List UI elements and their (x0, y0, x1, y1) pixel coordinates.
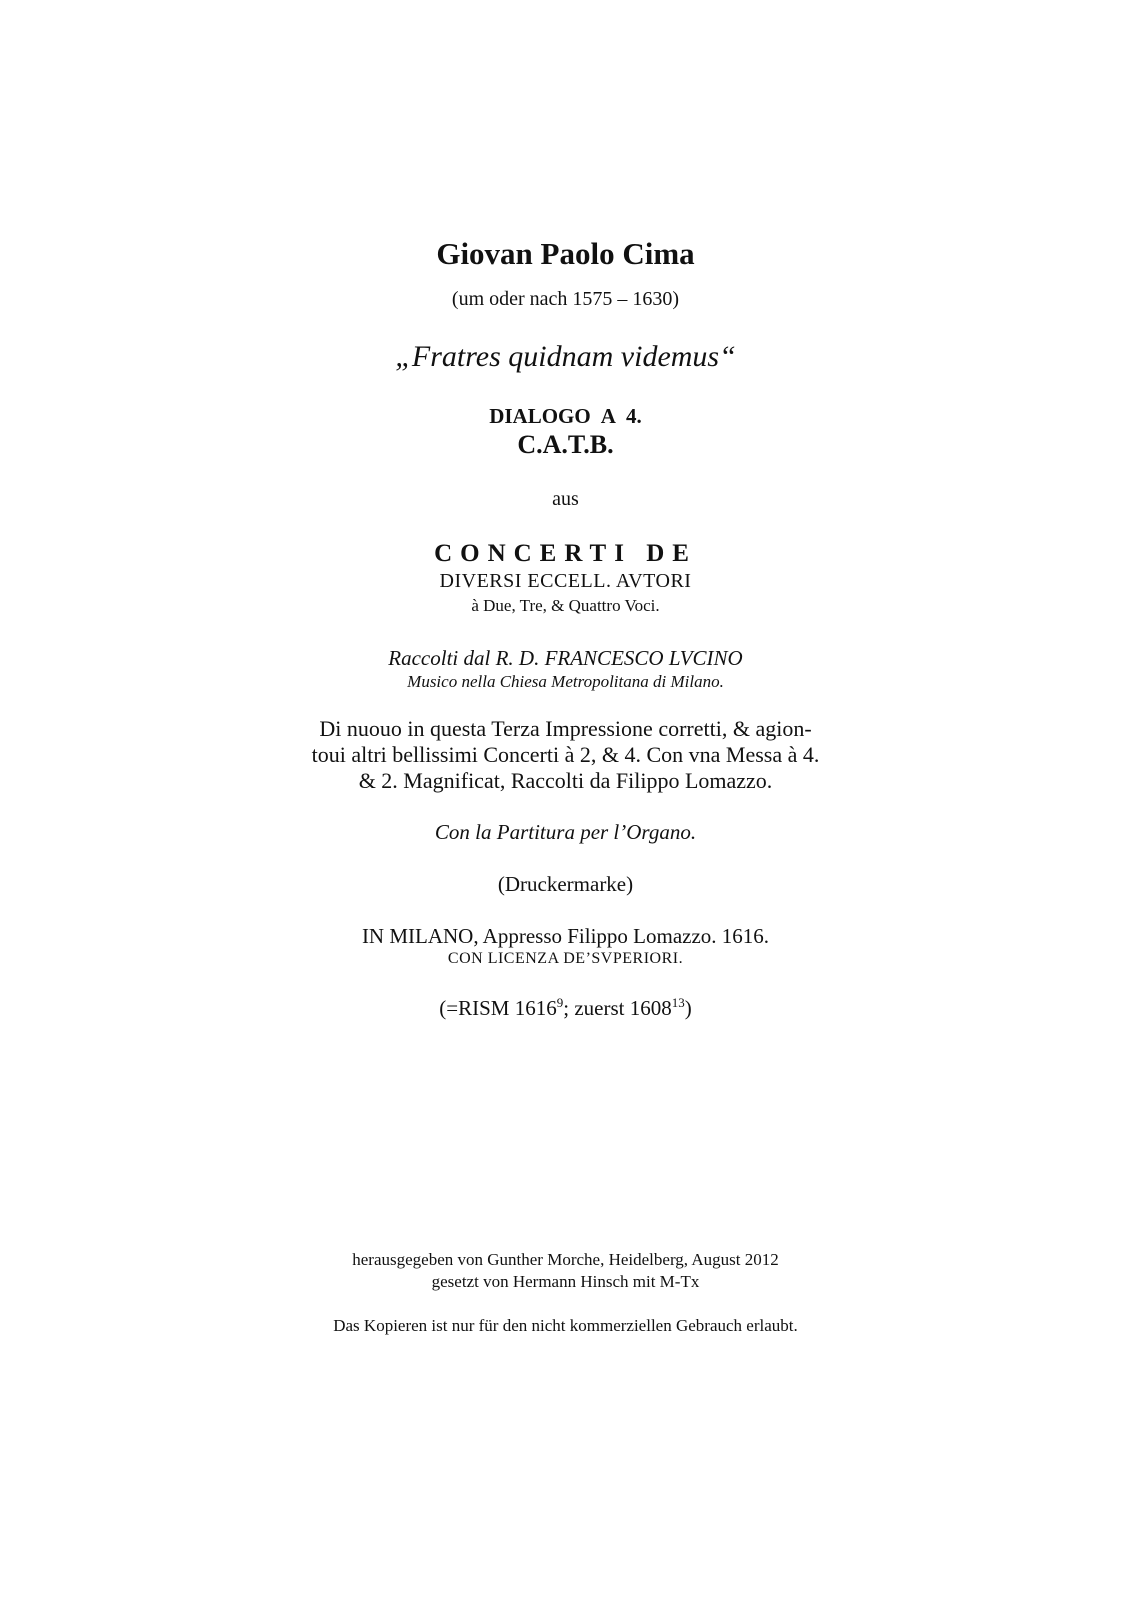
partitura-note: Con la Partitura per l’Organo. (434, 820, 697, 844)
dialogo-label: DIALOGO A 4. (489, 404, 642, 428)
printer-mark-note: (Druckermarke) (497, 872, 634, 896)
compiler-position: Musico nella Chiesa Metropolitana di Milano. (407, 672, 724, 691)
composer-name: Giovan Paolo Cima (436, 236, 695, 271)
editor-credit: herausgegeben von Gunther Morche, Heidelberg, August 2012 (352, 1250, 779, 1269)
setter-credit: gesetzt von Hermann Hinsch mit M-Tx (431, 1272, 700, 1291)
description-line-1: Di nuouo in questa Terza Impressione corretti, & agion- (319, 716, 812, 741)
collection-voices: à Due, Tre, & Quattro Voci. (471, 596, 660, 615)
rism-prefix: (=RISM 1616 (439, 996, 557, 1020)
description-line-2: toui altri bellissimi Concerti à 2, & 4. Con vna Messa à 4. (311, 742, 820, 767)
rism-suffix: ) (684, 996, 692, 1020)
rism-superscript-1: 9 (556, 995, 564, 1010)
rism-reference (0, 996, 1131, 1021)
description-line-3: & 2. Magnificat, Raccolti da Filippo Lomazzo. (358, 768, 773, 793)
collection-subtitle: DIVERSI ECCELL. AVTORI (439, 570, 692, 592)
license-line: CON LICENZA DE’SVPERIORI. (447, 950, 684, 967)
rism-superscript-2: 13 (671, 995, 685, 1010)
imprint-line: IN MILANO, Appresso Filippo Lomazzo. 1616. (361, 924, 770, 948)
rism-middle: ; zuerst 1608 (563, 996, 672, 1020)
compiler-line: Raccolti dal R. D. FRANCESCO LVCINO (388, 646, 743, 670)
work-title: „Fratres quidnam videmus“ (395, 340, 736, 373)
collection-title: CONCERTI DE (434, 540, 697, 567)
copyright-note: Das Kopieren ist nur für den nicht kommerziellen Gebrauch erlaubt. (333, 1316, 798, 1335)
composer-dates: (um oder nach 1575 – 1630) (451, 288, 680, 310)
aus-label: aus (552, 488, 579, 510)
voices-label: C.A.T.B. (517, 430, 614, 459)
